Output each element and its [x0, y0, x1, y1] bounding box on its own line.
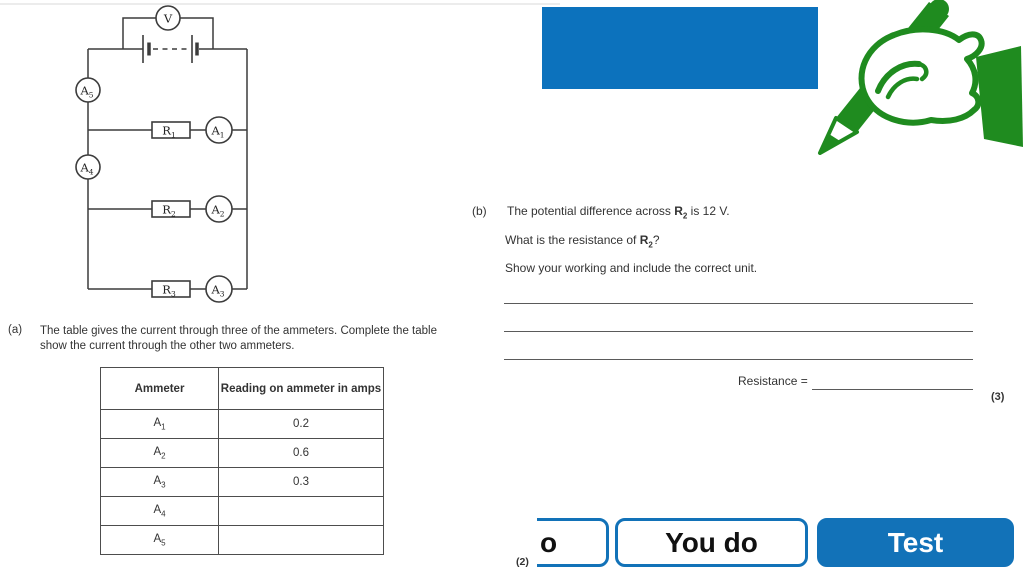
table-cell-reading: 0.2: [219, 410, 384, 439]
ammeter-a2-label: $A_2$: [211, 202, 225, 219]
test-button-label: Test: [887, 526, 944, 558]
table-row: [101, 526, 384, 555]
circuit-wires: [88, 18, 247, 289]
cuff-icon: [976, 46, 1023, 147]
part-b-instruction: Show your working and include the correct unit.: [505, 261, 758, 275]
part-a-label: (a): [8, 324, 23, 336]
part-a-line1: The table gives the current through three of the ammeters. Complete the table: [40, 325, 437, 337]
part-a-line2: show the current through the other two ammeters.: [40, 339, 295, 352]
resistance-label: Resistance =: [738, 374, 808, 388]
you-do-button-label: You do: [665, 526, 758, 558]
circuit-diagram: [70, 5, 270, 305]
voltmeter-label: V: [163, 11, 173, 26]
table-row: [101, 410, 384, 439]
partially-hidden-button-label: o: [540, 527, 558, 558]
resistor-r1-label: $R_1$: [162, 123, 176, 140]
table-header-row: [101, 368, 384, 410]
ammeter-a5-label: $A_5$: [80, 83, 94, 100]
you-do-button[interactable]: [615, 518, 808, 567]
table-cell-reading-blank: [219, 497, 384, 526]
partially-hidden-button-clip: [537, 518, 609, 567]
resistance-answer-line: [812, 388, 973, 390]
table-row: [101, 439, 384, 468]
table-cell-reading-blank: [219, 526, 384, 555]
hand-fist-icon: [862, 29, 982, 122]
part-b-statement: The potential difference across $R_2$ is 12 V.: [507, 204, 730, 221]
resistor-r3-label: $R_3$: [162, 282, 176, 299]
answer-line: [504, 358, 973, 360]
ammeter-readings-table: [100, 367, 384, 555]
circuit-labels: [79, 12, 224, 299]
writing-hand-illustration: [815, 0, 1024, 163]
part-a-question: [40, 324, 485, 353]
table-cell-ammeter: $A_2$: [101, 439, 219, 468]
column-header-reading: Reading on ammeter in amps: [219, 368, 384, 410]
part-b-label: (b): [472, 204, 487, 218]
battery-cells-icon: [143, 35, 197, 63]
circuit-components: [76, 6, 232, 302]
table-cell-ammeter: $A_1$: [101, 410, 219, 439]
answer-line: [504, 302, 973, 304]
part-b-marks: (3): [991, 391, 1005, 403]
table-cell-ammeter: $A_5$: [101, 526, 219, 555]
table-cell-reading: 0.3: [219, 468, 384, 497]
table-row: [101, 497, 384, 526]
ammeter-a1-label: $A_1$: [211, 123, 225, 140]
column-header-ammeter: Ammeter: [101, 368, 219, 410]
part-b-question: What is the resistance of $R_2$?: [505, 233, 660, 250]
table-row: [101, 468, 384, 497]
resistor-r2-label: $R_2$: [162, 202, 176, 219]
part-a-marks: (2): [516, 556, 529, 568]
table-cell-ammeter: $A_3$: [101, 468, 219, 497]
test-button[interactable]: [817, 518, 1014, 567]
ammeter-a3-label: $A_3$: [211, 282, 225, 299]
ammeter-a4-label: $A_4$: [80, 160, 94, 177]
table-cell-reading: 0.6: [219, 439, 384, 468]
answer-line: [504, 330, 973, 332]
header-banner: [542, 7, 818, 89]
table-cell-ammeter: $A_4$: [101, 497, 219, 526]
